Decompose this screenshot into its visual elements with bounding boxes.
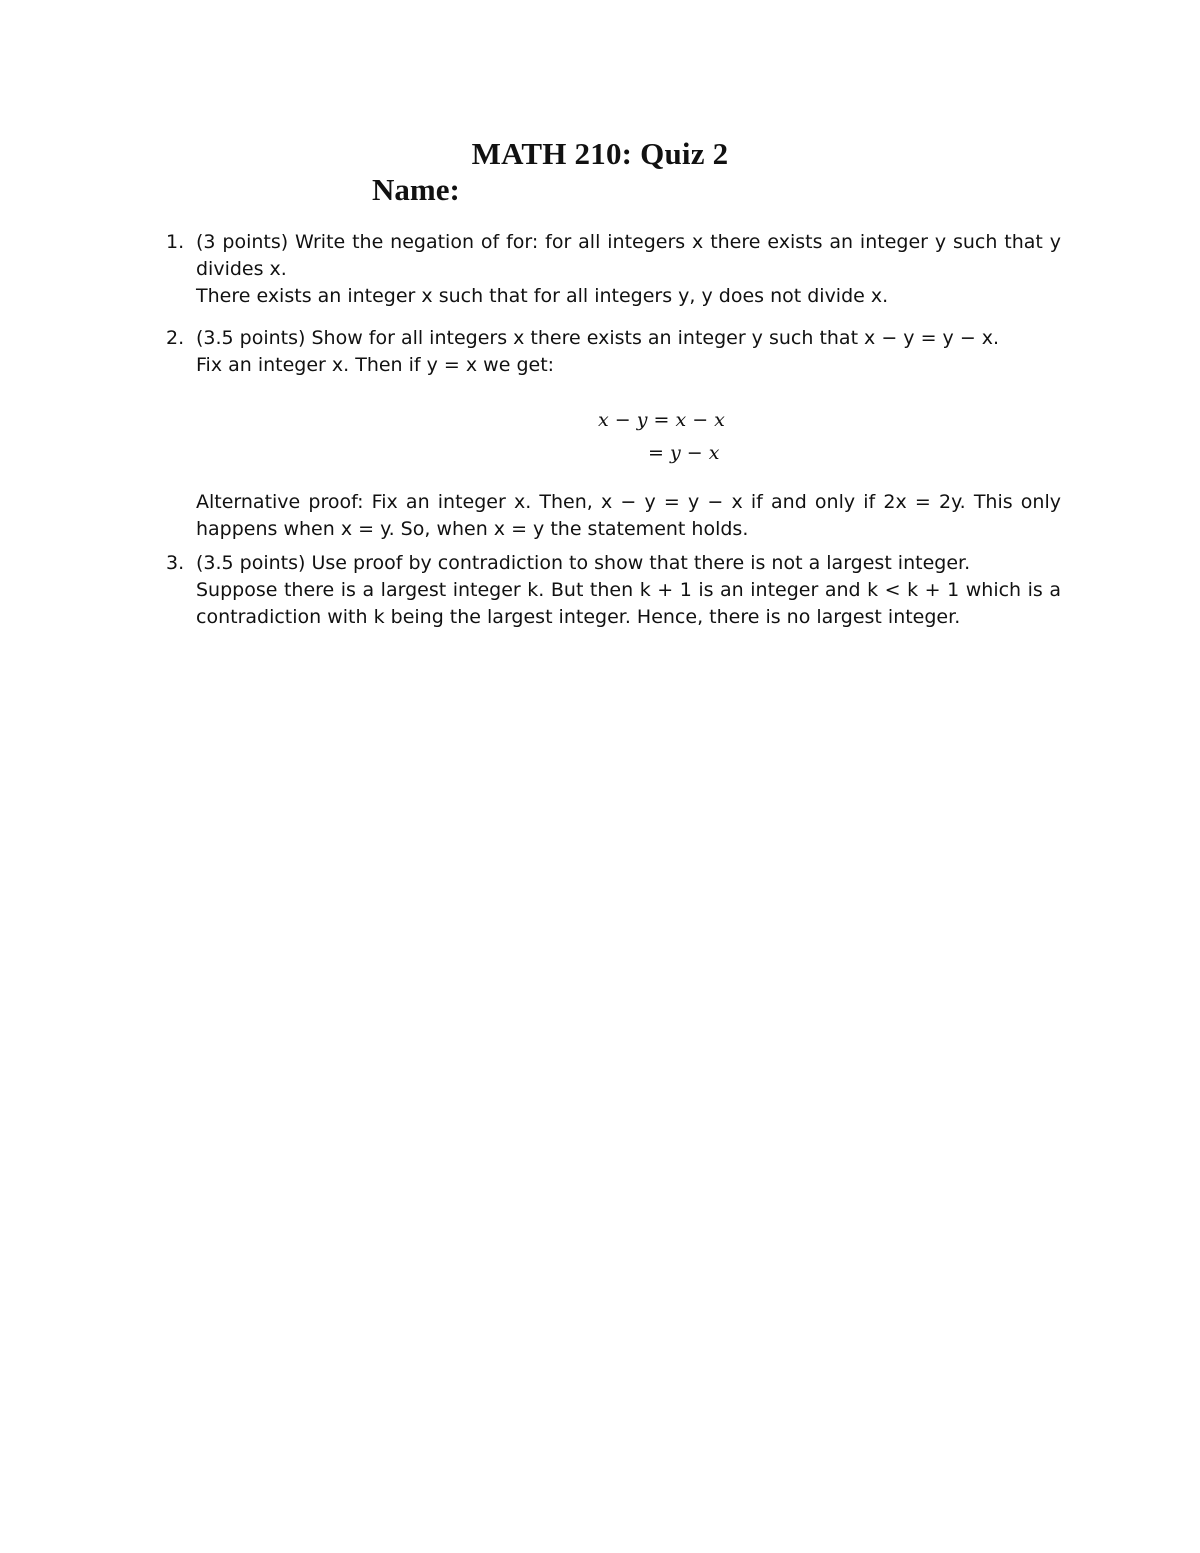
equation-line-2: = y − x xyxy=(648,442,720,464)
equation-display xyxy=(196,407,1061,469)
problem-alternative-proof: Alternative proof: Fix an integer x. Then, x − y = y − x if and only if 2x = 2y. This only happens when x = y. So, when x = y the statement holds. xyxy=(196,491,1061,540)
equation-line-1: x − y = x − x xyxy=(598,409,725,431)
problem-answer-intro: Fix an integer x. Then if y = x we get: xyxy=(196,354,555,376)
problem-3 xyxy=(166,550,1061,631)
name-label: Name: xyxy=(372,172,460,207)
problem-question: (3.5 points) Show for all integers x there exists an integer y such that x − y = y − x. xyxy=(196,327,1000,349)
problem-2 xyxy=(166,325,1061,543)
problem-question: (3 points) Write the negation of for: for all integers x there exists an integer y such that y divides x. xyxy=(196,231,1061,280)
problem-answer: Suppose there is a largest integer k. But then k + 1 is an integer and k < k + 1 which is a contradiction with k being the largest integer. Hence, there is no largest integer. xyxy=(196,579,1061,628)
problem-answer: There exists an integer x such that for all integers y, y does not divide x. xyxy=(196,285,889,307)
document-title: MATH 210: Quiz 2 xyxy=(471,136,729,171)
problem-number: 2. xyxy=(166,327,185,349)
problem-number: 3. xyxy=(166,552,185,574)
problem-1 xyxy=(166,229,1061,310)
problem-number: 1. xyxy=(166,231,185,253)
problem-question: (3.5 points) Use proof by contradiction to show that there is not a largest integer. xyxy=(196,552,971,574)
